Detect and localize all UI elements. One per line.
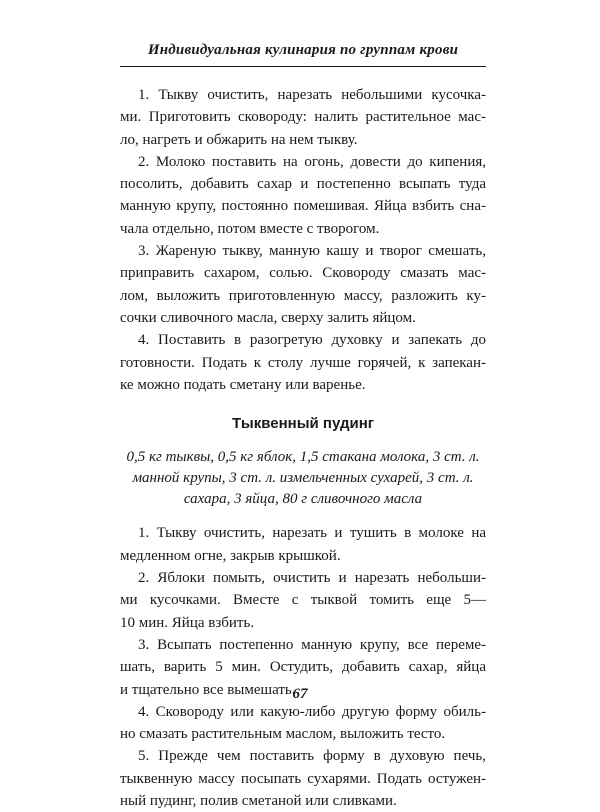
step-line: ми. Приготовить сковороду: налить растительное мас- [120, 109, 486, 126]
step-line: ный пудинг, полив сметаной или сливками. [120, 793, 397, 810]
ingredients-line: 0,5 кг тыквы, 0,5 кг яблок, 1,5 стакана молока, 3 ст. л. [126, 449, 480, 466]
recipe-title: Тыквенный пудинг [231, 415, 375, 433]
step-line: 3. Жареную тыкву, манную кашу и творог смешать, [138, 243, 486, 260]
recipe-step [120, 329, 486, 396]
recipe-steps-pudding [120, 522, 486, 812]
step-line: 10 мин. Яйца взбить. [120, 614, 255, 631]
recipe-step [120, 240, 486, 329]
step-line: сочки сливочного масла, сверху залить яйцом. [120, 309, 416, 326]
step-line: готовности. Подать к столу лучше горячей, к запекан- [120, 354, 486, 371]
running-header: Индивидуальная кулинария по группам крови [147, 42, 459, 58]
ingredients-line: сахара, 3 яйца, 80 г сливочного масла [183, 491, 423, 508]
step-line: но смазать растительным маслом, выложить тесто. [120, 726, 446, 743]
recipe-step [120, 151, 486, 240]
step-line: и тщательно все вымешать. [120, 681, 296, 698]
recipe-step [120, 745, 486, 812]
step-line: манную крупу, постоянно помешивая. Яйца взбить сна- [120, 198, 486, 215]
step-line: ло, нагреть и обжарить на нем тыкву. [120, 131, 358, 148]
step-line: чала отдельно, потом вместе с творогом. [120, 220, 380, 237]
step-line: 5. Прежде чем поставить форму в духовую печь, [138, 748, 486, 765]
recipe-step [120, 701, 486, 746]
recipe-step [120, 522, 486, 567]
step-line: 4. Сковороду или какую-либо другую форму обиль- [138, 703, 486, 720]
ingredients-list [120, 447, 486, 510]
step-line: тыквенную массу посыпать сухарями. Подать остужен- [120, 770, 486, 787]
step-line: 4. Поставить в разогретую духовку и запекать до [138, 332, 486, 349]
step-line: 3. Всыпать постепенно манную крупу, все переме- [138, 636, 486, 653]
recipe-step [120, 567, 486, 634]
header-rule [120, 66, 486, 67]
step-line: 1. Тыкву очистить, нарезать и тушить в молоке на [138, 525, 486, 542]
recipe-step [120, 84, 486, 151]
step-line: 2. Молоко поставить на огонь, довести до кипения, [138, 153, 486, 170]
step-line: 1. Тыкву очистить, нарезать небольшими кусочка- [138, 87, 486, 103]
page-number: 67 [292, 686, 308, 702]
step-line: медленном огне, закрыв крышкой. [120, 547, 341, 564]
step-line: лом, выложить приготовленную массу, разложить ку- [120, 287, 486, 304]
ingredients-line: манной крупы, 3 ст. л. измельченных сухарей, 3 ст. л. [132, 470, 474, 487]
step-line: 2. Яблоки помыть, очистить и нарезать небольши- [138, 570, 486, 587]
recipe-steps-casserole [120, 84, 486, 396]
step-line: шать, варить 5 мин. Остудить, добавить сахар, яйца [120, 659, 486, 676]
step-line: посолить, добавить сахар и постепенно всыпать туда [120, 176, 486, 193]
step-line: ми кусочками. Вместе с тыквой томить еще 5— [120, 592, 486, 609]
step-line: ке можно подать сметану или варенье. [120, 376, 366, 393]
step-line: приправить сахаром, солью. Сковороду смазать мас- [120, 265, 486, 282]
